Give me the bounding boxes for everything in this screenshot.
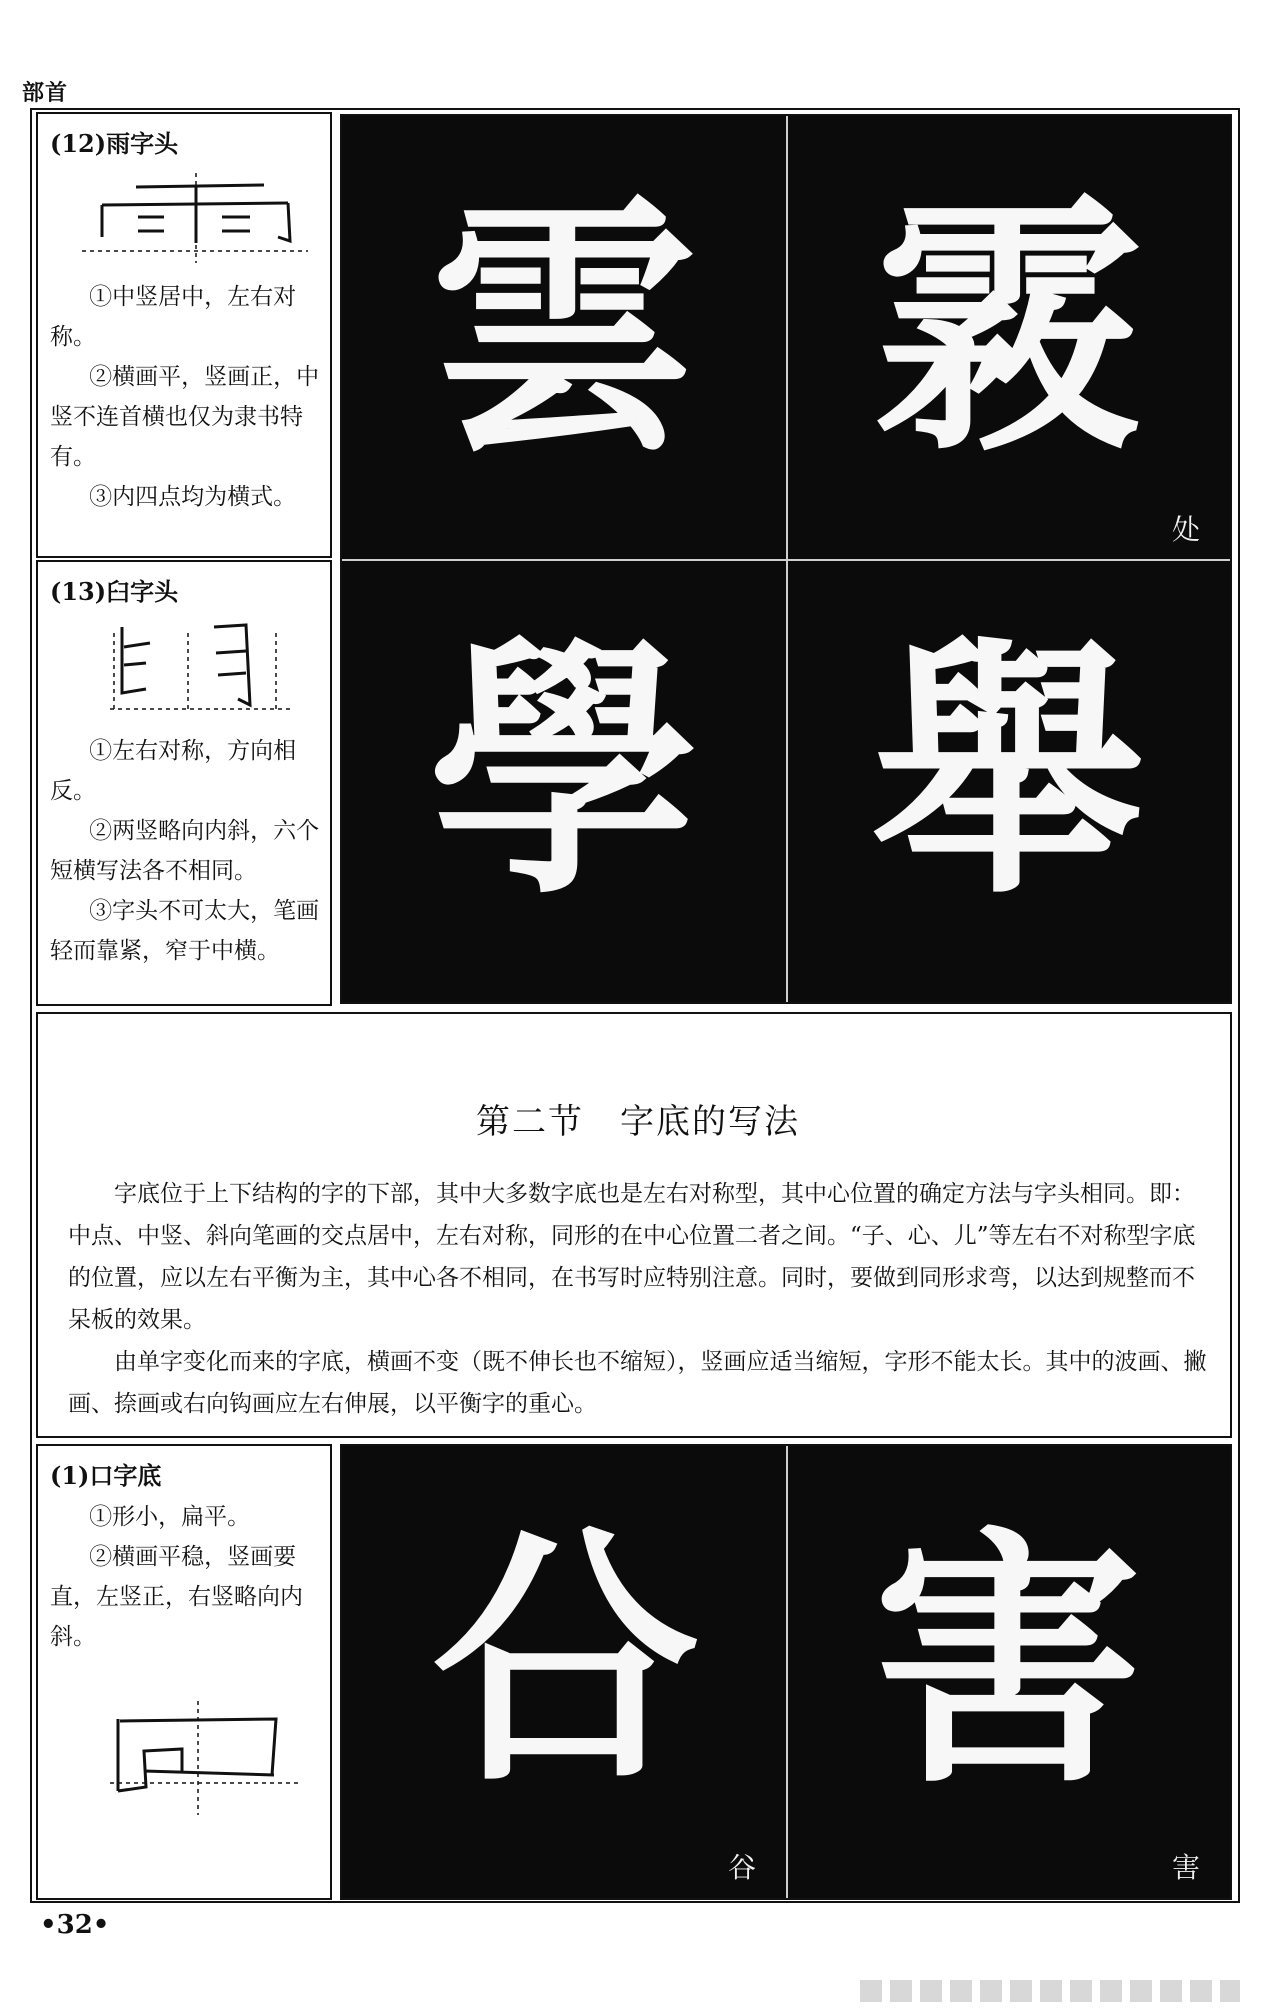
radical-13-note-1: ①左右对称，方向相反。 bbox=[50, 738, 297, 804]
radical-12-note-3: ③内四点均为横式。 bbox=[89, 484, 297, 510]
note-box-radical-12 bbox=[36, 112, 332, 558]
rubbing-caption-gu: 谷 bbox=[728, 1851, 757, 1884]
scan-edge-artifact bbox=[860, 1980, 1240, 2002]
radical-13-sketch bbox=[50, 613, 320, 723]
section-paragraph-1: 字底位于上下结构的字的下部，其中大多数字底也是左右对称型，其中心位置的确定方法与字头相同。即：中点、中竖、斜向笔画的交点居中，左右对称，同形的在中心位置二者之间。“子、心、儿”等左右不对称型字底的位置，应以左右平衡为主，其中心各不相同，在书写时应特别注意。同时，要做到同形求弯，以达到规整而不呆板的效果。 bbox=[68, 1181, 1196, 1333]
rubbing-panel-top bbox=[340, 114, 1232, 1004]
rubbing-divider-horizontal bbox=[342, 559, 1230, 561]
radical-kou-sketch bbox=[50, 1691, 320, 1821]
section-text-box bbox=[36, 1012, 1232, 1438]
rubbing-char-xue: 學 bbox=[429, 612, 699, 930]
radical-13-note-2: ②两竖略向内斜，六个短横写法各不相同。 bbox=[50, 818, 320, 884]
note-box-radical-13 bbox=[36, 560, 332, 1006]
jiu-radical-outline-icon bbox=[50, 613, 310, 723]
header-mark: 部首 bbox=[22, 80, 69, 106]
note-box-radical-kou bbox=[36, 1444, 332, 1900]
radical-kou-note-2: ②横画平稳，竖画要直，左竖正，右竖略向内斜。 bbox=[50, 1544, 303, 1650]
kou-radical-outline-icon bbox=[50, 1691, 310, 1821]
section-paragraph-2: 由单字变化而来的字底，横画不变（既不伸长也不缩短），竖画应适当缩短，字形不能太长。其中的波画、撇画、捺画或右向钩画应左右伸展，以平衡字的重心。 bbox=[68, 1349, 1207, 1417]
radical-13-note-3: ③字头不可太大，笔画轻而靠紧，窄于中横。 bbox=[50, 898, 320, 964]
rubbing-char-yan: 㕣 bbox=[429, 1502, 699, 1820]
rubbing-char-yun: 雲 bbox=[429, 170, 699, 488]
radical-kou-title: (1)口字底 bbox=[50, 1461, 162, 1490]
rubbing-char-ju: 舉 bbox=[873, 612, 1143, 930]
radical-12-note-2: ②横画平，竖画正，中竖不连首横也仅为隶书特有。 bbox=[50, 364, 320, 470]
rubbing-char-wu: 霚 bbox=[873, 170, 1143, 488]
radical-12-sketch bbox=[50, 167, 320, 267]
rubbing-char-hai: 害 bbox=[873, 1502, 1143, 1820]
rubbing-panel-bottom bbox=[340, 1444, 1232, 1900]
rubbing-divider-vertical-bottom bbox=[786, 1446, 788, 1898]
rubbing-caption-hai: 害 bbox=[1172, 1851, 1201, 1884]
section-heading: 第二节 字底的写法 bbox=[476, 1102, 800, 1142]
radical-12-note-1: ①中竖居中，左右对称。 bbox=[50, 284, 297, 350]
radical-13-title: (13)臼字头 bbox=[50, 577, 179, 606]
rubbing-caption-chu: 处 bbox=[1172, 513, 1201, 546]
radical-12-title: (12)雨字头 bbox=[50, 129, 179, 158]
page-number: •32• bbox=[40, 1910, 110, 1940]
yu-radical-outline-icon bbox=[50, 167, 310, 267]
radical-kou-note-1: ①形小，扁平。 bbox=[89, 1504, 251, 1530]
